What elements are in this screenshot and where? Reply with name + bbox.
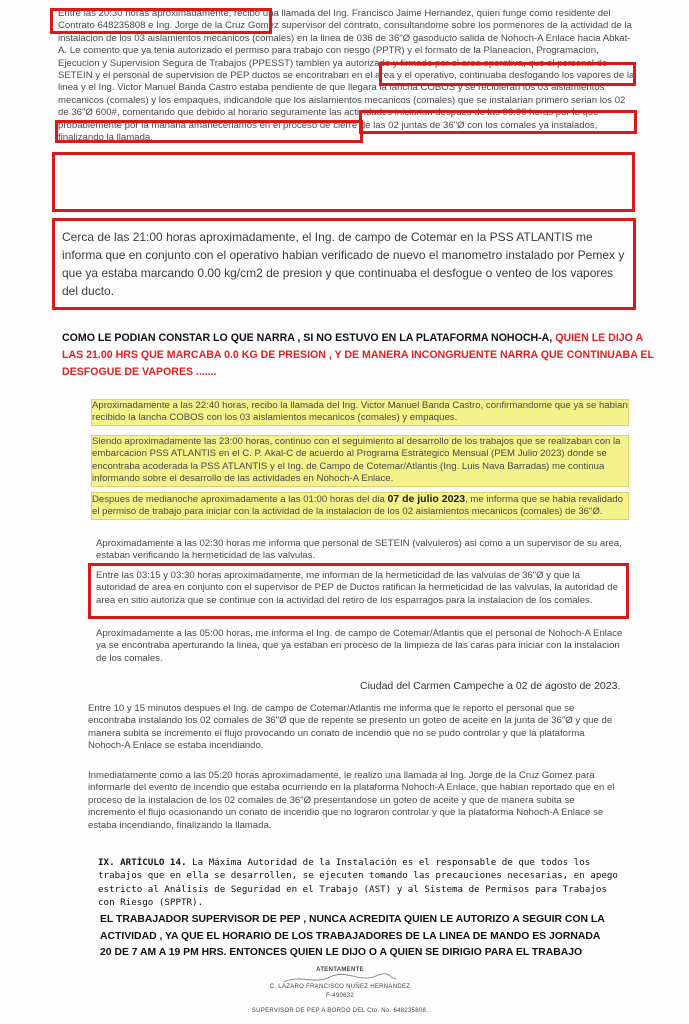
- paragraph-pressure-2100: Cerca de las 21:00 horas aproximadamente, el Ing. de campo de Cotemar en la PSS ATLANTIS me informa que en conjunto con el operativo habian verificado de nuevo el manometro instalado por Pemex y que ya estaba marcando 0.00 kg/cm2 de presion y que continuaba el desfogue o venteo de los vapores del ducto.: [62, 230, 625, 298]
- comment-black-text: COMO LE PODIAN CONSTAR LO QUE NARRA , SI NO ESTUVO EN LA PLATAFORMA NOHOCH-A,: [62, 332, 553, 344]
- paragraph-valves-0230: Aproximadamente a las 02:30 horas me informa que personal de SETEIN (valvuleros) asi como a un supervisor de su area, estaban verificando la hermeticidad de las valvulas.: [96, 538, 622, 562]
- sig-signature-mark: [190, 975, 490, 983]
- annotation-box-venting: [359, 110, 637, 134]
- comment-question-pressure: [62, 330, 662, 381]
- sig-atentamente: ATENTAMENTE: [316, 967, 364, 973]
- paragraph-oil-leak: Entre 10 y 15 minutos despues el Ing. de campo de Cotemar/Atlantis me informa que le reporto el personal que se encontraba instalando los 02 comales de 36"Ø que de repente se presento un goteo de aceite en la junta de 36"Ø y que de manera subita se incremento el flujo provocando un conato de incendio que no se pudo controlar y que la plataforma Nohoch-A Enlace se estaba incendiando.: [88, 703, 613, 752]
- annotation-box-tightness: [88, 563, 629, 619]
- comment-supervisor-authorization: EL TRABAJADOR SUPERVISOR DE PEP , NUNCA ACREDITA QUIEN LE AUTORIZO A SEGUIR CON LA ACTIVIDAD , YA QUE EL HORARIO DE LOS TRABAJADORES DE LA LINEA DE MANDO ES JORNADA 20 DE 7 AM A 19 PM HRS. ENTONCES QUIEN LE DIJO O A QUIEN SE DIRIGIO PARA EL TRABAJO: [100, 914, 605, 958]
- annotation-box-time-2030: [50, 8, 272, 34]
- signature-block: [190, 966, 490, 1016]
- date-line: Ciudad del Carmen Campeche a 02 de agosto de 2023.: [360, 680, 621, 692]
- article-heading: IX. ARTÍCULO 14.: [98, 857, 187, 868]
- paragraph-tightness-0315: Entre las 03:15 y 03:30 horas aproximadamente, me informan de la hermeticidad de las valvulas de 36"Ø y que la autoridad de area en conjunto con el supervisor de PEP de Ductos ratifican la hermeticidad de las valvulas, la autoridad de area en sitio autoriza que se continue con la actividad del retiro de los esparragos para la instalacion de los comales.: [96, 570, 618, 606]
- sig-role: SUPERVISOR DE PEP A BORDO DEL Cto. No. 648235808.: [251, 1008, 429, 1014]
- paragraph-call-2240: Aproximadamente a las 22:40 horas, recibo la llamada del Ing. Victor Manuel Banda Castro, confirmandome que ya se habian recibido la lancha COBOS con los 03 aislamientos mecanicos (comales) y empaques.: [92, 400, 628, 424]
- paragraph-after-midnight: [92, 493, 628, 519]
- paragraph-fire-call-0520: Inmediatamente como a las 05:20 horas aproximadamente, le realizo una llamada al Ing. Jorge de la Cruz Gomez para informarle del evento de incendio que estaba ocurriendo en la plataforma Nohoch-A Enlace, que habian reportado que en el proceso de la instalacion de los 02 comales de 36"Ø presentandose un goteo de aceite y que de manera subita se incremento el flujo ocasionando un conato de incendio que no lograron controlar y que la plataforma Nohoch-A Enlace se estaba incendiando, finalizando la llamada.: [88, 770, 615, 831]
- after-midnight-post: , me informa que se habia revalidado el permiso de trabajo para iniciar con la actividad de la instalacion de los 02 aislamientos mecanicos (comales) de 36"Ø.: [92, 494, 623, 518]
- paragraph-line-open-0500: Aproximadamente a las 05:00 horas, me informa el Ing. de campo de Cotemar/Atlantis que el personal de Nohoch-A Enlace ya se encontraba aperturando la linea, que ya estaban en proceso de la limpieza de las caras para iniciar con la instalacion de los comales.: [96, 628, 623, 664]
- comment-red-text: QUIEN LE DIJO A LAS 21.00 HRS QUE MARCABA 0.0 KG DE PRESION , Y DE MANERA INCONGRUENTE NARRA QUE CONTINUABA EL DESFOGUE DE VAPORES .......: [62, 332, 654, 378]
- annotation-box-schedule: [52, 152, 635, 212]
- article-text: La Máxima Autoridad de la Instalación es el responsable de que todos los trabajos que en ella se desarrollen, se ejecuten tomando las precauciones necesarias, en apego estricto al Análisis de Seguridad en el Trabajo (AST) y al Sistema de Permisos para Trabajos con Riesgo (SPPTR).: [98, 857, 618, 909]
- sig-name: C. LAZARO FRANCISCO NUÑEZ HERNANDEZ: [269, 984, 411, 990]
- sig-ficha: F-490632: [325, 993, 355, 999]
- annotation-box-pressure: [52, 218, 636, 310]
- article-14: [98, 856, 618, 910]
- date-07-julio: 07 de julio 2023: [387, 493, 466, 505]
- paragraph-followup-2300: Siendo aproximadamente las 23:00 horas, continuo con el seguimiento al desarrollo de los trabajos que se realizaban con la embarcacion PSS ATLANTIS en el C. P. Akal-C de acuerdo al Programa Estrategico Mensual (PEM Julio 2023) donde se encontraba acoderada la PSS ATLANTIS y el Ing. de Campo de Cotemar/Atlantis (Ing. Luis Nava Barradas) me continua informando sobre el desarrollo de las actividades en Nohoch-A Enlace.: [92, 436, 628, 486]
- annotation-box-authorized-permit: [379, 62, 636, 86]
- after-midnight-pre: Despues de medianoche aproximadamente a las 01:00 horas del dia: [92, 494, 385, 505]
- annotation-box-line-engineer: [55, 120, 363, 143]
- paragraph-call-2030: Entre las 20:30 horas aproximadamente, recibo una llamada del Ing. Francisco Jaime Hernandez, quien funge como residente del Contrato 648235808 e Ing. Jorge de la Cruz Gomez supervisor del contrato, consultandome sobre los pormenores de la actividad de la instalacion de los 03 aislamientos mecanicos (comales) en la linea de 036 de 36"Ø gasoducto salida de Nohoch-A Enlace hacia Abkat-A. Le comento que ya tenia autorizado el permiso para trabajo con riesgo (PPTR) y el formato de la Planeacion, Programacion, Ejecucion y Supervision Segura de Trabajos (PPESST) tambien ya autorizado y firmado por el area operativa, que el personal de SETEIN y el personal de supervision de PEP ductos se encontraban en el area y el operativo, continuaba desfogando los vapores de la linea y el Ing. Victor Manuel Banda Castro estaba pendiente de que llegara la lancha COBOS y se recibieran los 03 aislamientos mecanicos (comales) y los empaques, indicandole que los aislamientos mecanicos (comales) que se instalarian primero serian los 02 de 36"Ø 600#, comentando que debido al horario seguramente las actividades iniciarian despues de las 00:00 horas por lo que probablemente por la manana amaneceriamos en el proceso de cierre de las 02 juntas de 36"Ø con los comales ya instalados, finalizando la llamada.: [58, 8, 635, 144]
